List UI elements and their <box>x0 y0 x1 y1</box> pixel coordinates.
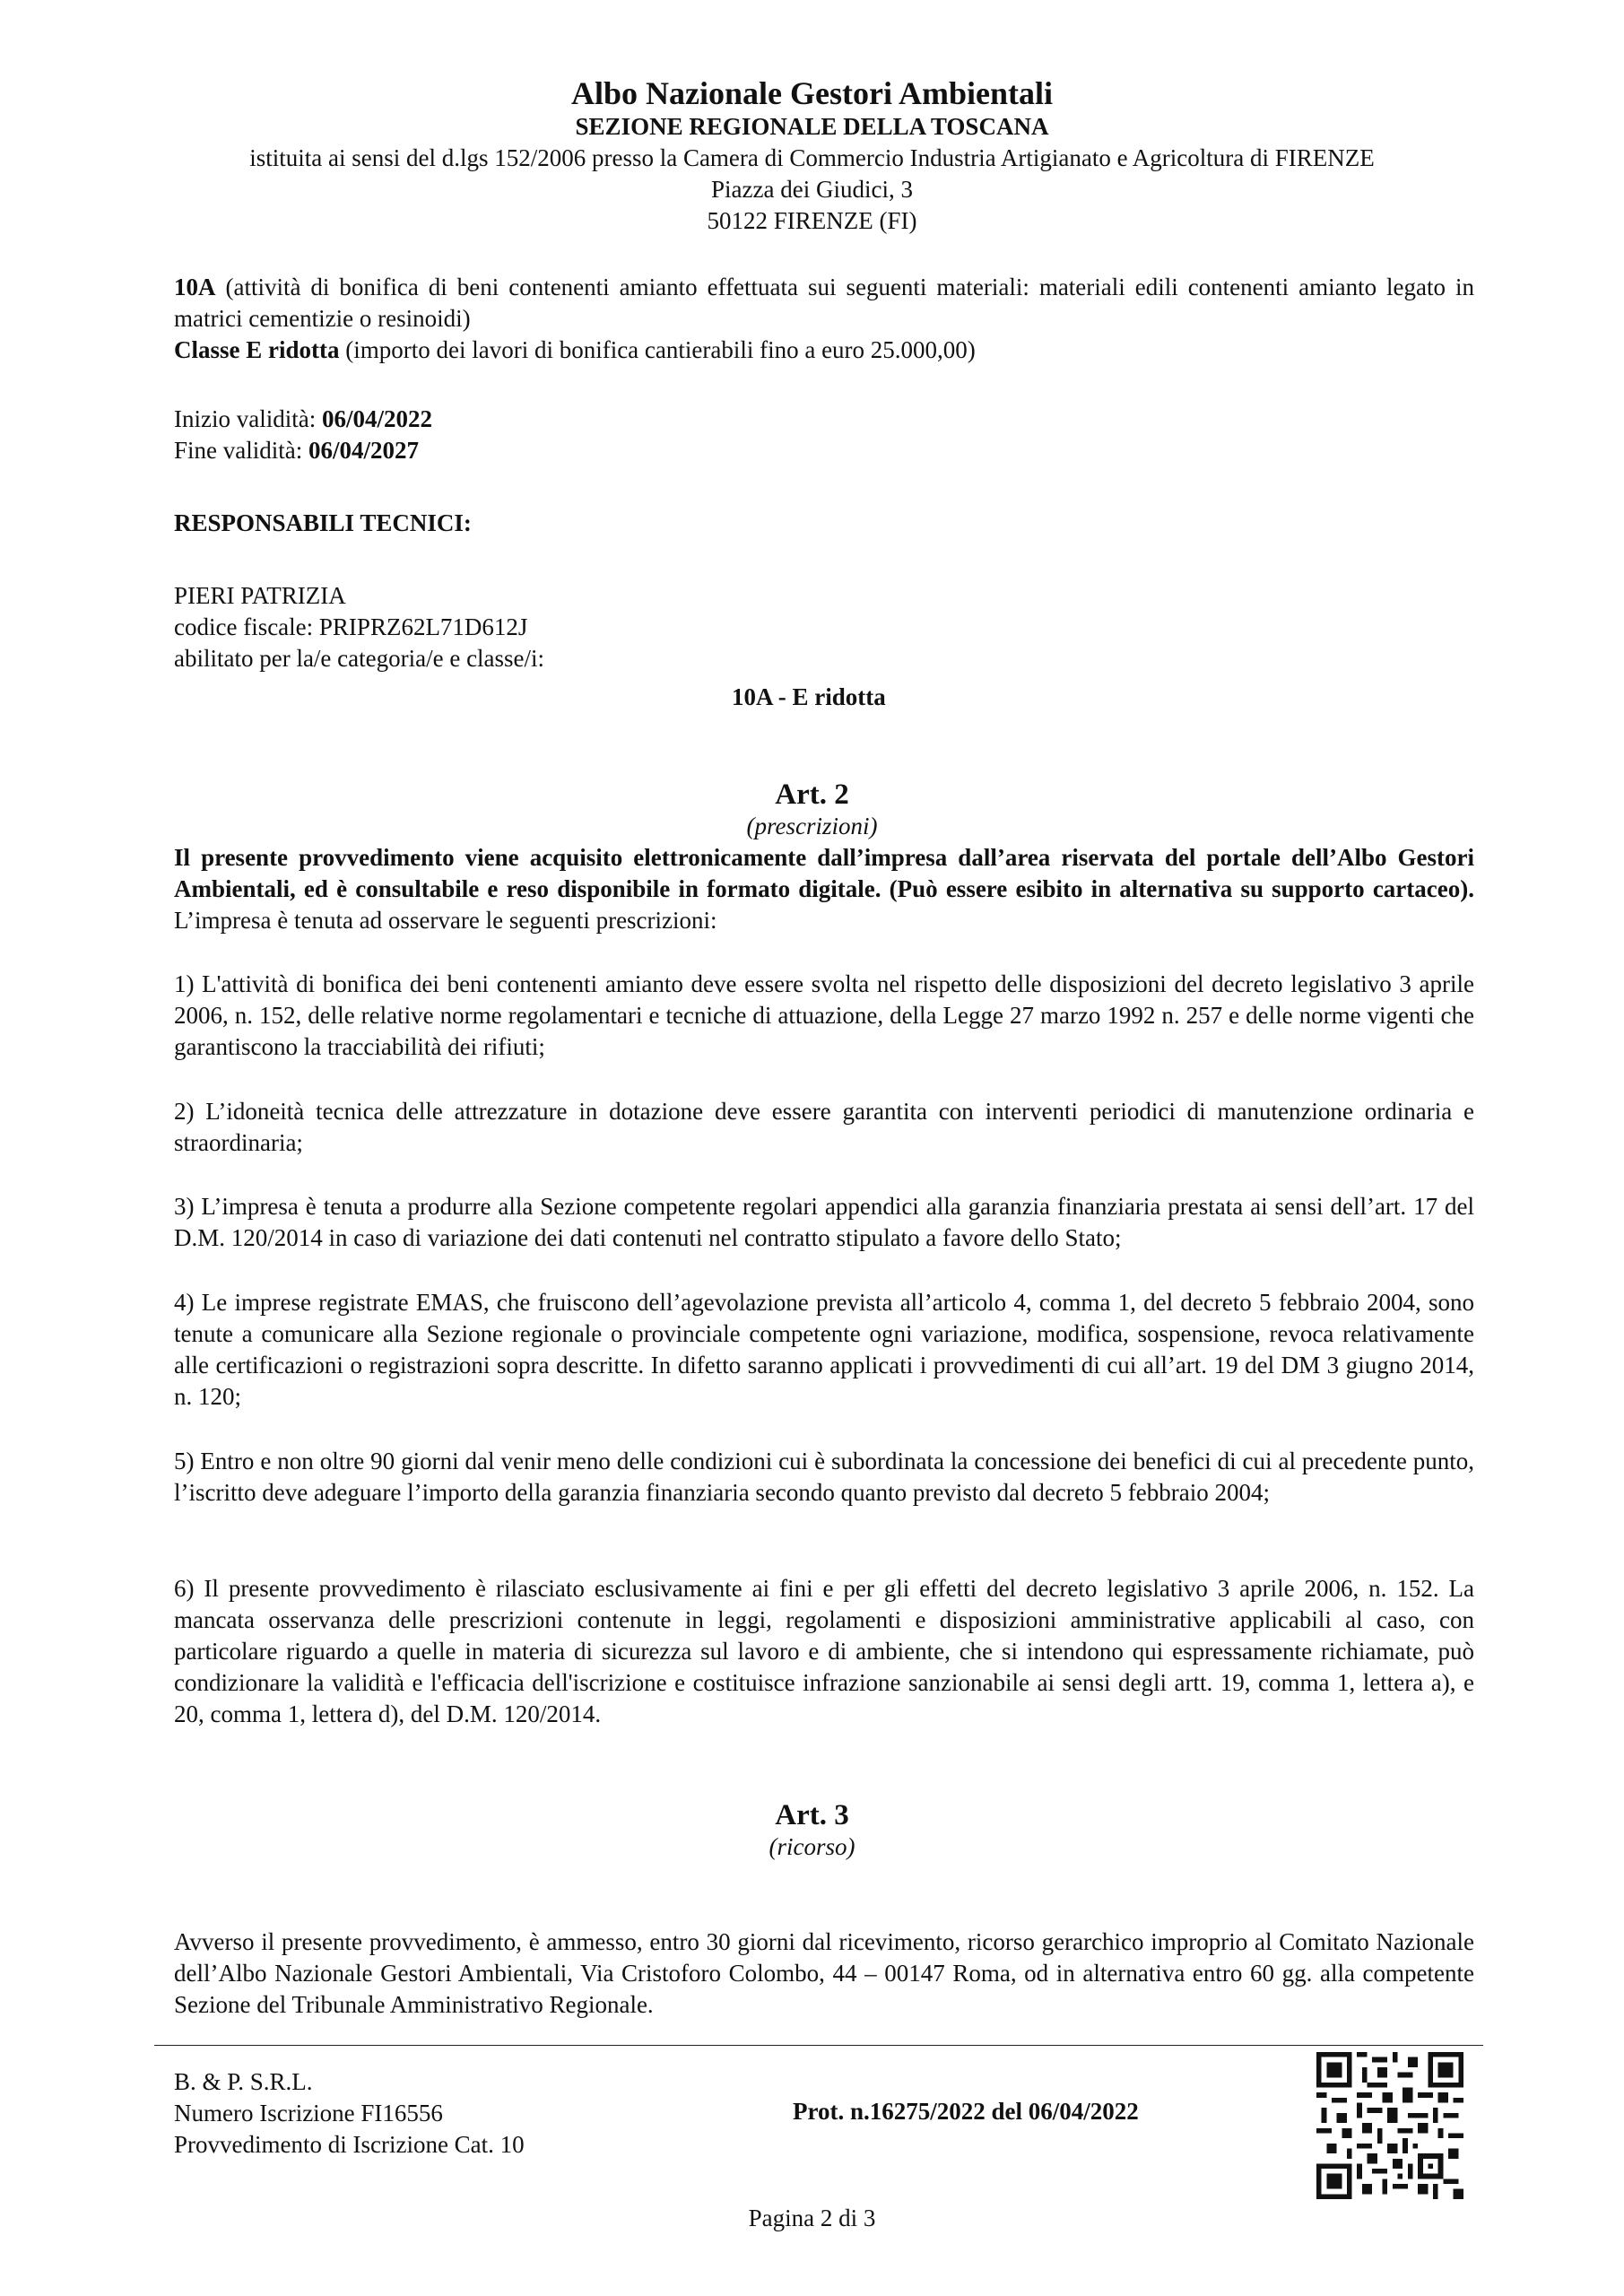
footer-company: B. & P. S.R.L. <box>174 2068 313 2095</box>
responsabile-fiscal-code: codice fiscale: PRIPRZ62L71D612J <box>174 613 528 640</box>
validity <box>174 404 1474 466</box>
art2-subtitle: (prescrizioni) <box>746 813 878 839</box>
category-code: 10A <box>174 274 216 300</box>
art3-subtitle: (ricorso) <box>769 1833 855 1860</box>
art3-title: Art. 3 <box>775 1799 849 1831</box>
validity-start: Inizio validità: 06/04/2022 <box>174 405 432 432</box>
art3-text: Avverso il presente provvedimento, è ammesso, entro 30 giorni dal ricevimento, ricorso gerarchico improprio al Comitato Nazionale dell’Albo Nazionale Gestori Ambientali, Via Cristoforo Colombo, 44 – 00147 Roma, od in alternativa entro 60 gg. alla competente Sezione del Tribunale Amministrativo Regionale. <box>174 1928 1474 2018</box>
header-title: Albo Nazionale Gestori Ambientali <box>571 75 1053 111</box>
footer-protocol: Prot. n.16275/2022 del 06/04/2022 <box>793 2098 1139 2125</box>
qr-code-icon <box>1316 2052 1463 2199</box>
art2-item-5: 5) Entro e non oltre 90 giorni dal venir meno delle condizioni cui è subordinata la concessione dei benefici di cui al precedente punto, l’iscritto deve adeguare l’importo della garanzia finanziaria secondo quanto previsto dal decreto 5 febbraio 2004; <box>174 1448 1474 1506</box>
class-label: Classe E ridotta <box>174 336 340 363</box>
art2-intro-rest: L’impresa è tenuta ad osservare le seguenti prescrizioni: <box>174 907 717 934</box>
footer-divider <box>154 2045 1483 2046</box>
footer-registration: Numero Iscrizione FI16556 <box>174 2100 443 2126</box>
responsabile-enabled: abilitato per la/e categoria/e e classe/i: <box>174 645 545 672</box>
validity-end: Fine validità: 06/04/2027 <box>174 437 419 464</box>
responsabile-category-class: 10A - E ridotta <box>732 683 886 710</box>
art2-intro <box>174 842 1474 936</box>
art2-item-4: 4) Le imprese registrate EMAS, che fruiscono dell’agevolazione prevista all’articolo 4, comma 1, del decreto 5 febbraio 2004, sono tenute a comunicare alla Sezione regionale o provinciale competente ogni variazione, modifica, sospensione, revoca relativamente alle certificazioni o registrazioni sopra descritte. In difetto saranno applicati i provvedimenti di cui all’art. 19 del DM 3 giugno 2014, n. 120; <box>174 1289 1474 1410</box>
header-line-2: Piazza dei Giudici, 3 <box>711 176 913 203</box>
responsabile-info <box>174 580 1474 674</box>
category-desc: (attività di bonifica di beni contenenti amianto effettuata sui seguenti materiali: materiali edili contenenti amianto legato in matrici cementizie o resinoidi) <box>174 274 1474 332</box>
class-desc: (importo dei lavori di bonifica cantierabili fino a euro 25.000,00) <box>339 336 976 363</box>
art2-intro-bold: Il presente provvedimento viene acquisito elettronicamente dall’impresa dall’area riservata del portale dell’Albo Gestori Ambientali, ed è consultabile e reso disponibile in formato digitale. (Può essere esibito in alternativa su supporto cartaceo). <box>174 844 1474 902</box>
header-line-1: istituita ai sensi del d.lgs 152/2006 presso la Camera di Commercio Industria Artigianato e Agricoltura di FIRENZE <box>249 144 1375 171</box>
header-line-3: 50122 FIRENZE (FI) <box>707 207 917 234</box>
art2-title: Art. 2 <box>775 778 849 811</box>
header-section: SEZIONE REGIONALE DELLA TOSCANA <box>575 113 1049 140</box>
responsabili-heading: RESPONSABILI TECNICI: <box>174 509 472 536</box>
footer-company-info <box>174 2066 525 2161</box>
page-number: Pagina 2 di 3 <box>748 2205 876 2231</box>
art2-item-3: 3) L’impresa è tenuta a produrre alla Sezione competente regolari appendici alla garanzia finanziaria prestata ai sensi dell’art. 17 del D.M. 120/2014 in caso di variazione dei dati contenuti nel contratto stipulato a favore dello Stato; <box>174 1193 1474 1251</box>
document-header <box>135 75 1489 237</box>
art2-item-6: 6) Il presente provvedimento è rilasciato esclusivamente ai fini e per gli effetti del decreto legislativo 3 aprile 2006, n. 152. La mancata osservanza delle prescrizioni contenute in leggi, regolamenti e disposizioni amministrative applicabili al caso, con particolare riguardo a quelle in materia di sicurezza sul lavoro e di ambiente, che si intendono qui espressamente richiamate, può condizionare la validità e l'efficacia dell'iscrizione e costituisce infrazione sanzionabile ai sensi degli artt. 19, comma 1, lettera a), e 20, comma 1, lettera d), del D.M. 120/2014. <box>174 1575 1474 1727</box>
art2-item-2: 2) L’idoneità tecnica delle attrezzature in dotazione deve essere garantita con interventi periodici di manutenzione ordinaria e straordinaria; <box>174 1098 1474 1156</box>
category-description <box>174 272 1474 366</box>
art2-item-1: 1) L'attività di bonifica dei beni contenenti amianto deve essere svolta nel rispetto delle disposizioni del decreto legislativo 3 aprile 2006, n. 152, delle relative norme regolamentari e tecniche di attuazione, della Legge 27 marzo 1992 n. 257 e delle norme vigenti che garantiscono la tracciabilità dei rifiuti; <box>174 970 1474 1060</box>
footer-provision: Provvedimento di Iscrizione Cat. 10 <box>174 2131 525 2158</box>
responsabile-name: PIERI PATRIZIA <box>174 582 346 609</box>
